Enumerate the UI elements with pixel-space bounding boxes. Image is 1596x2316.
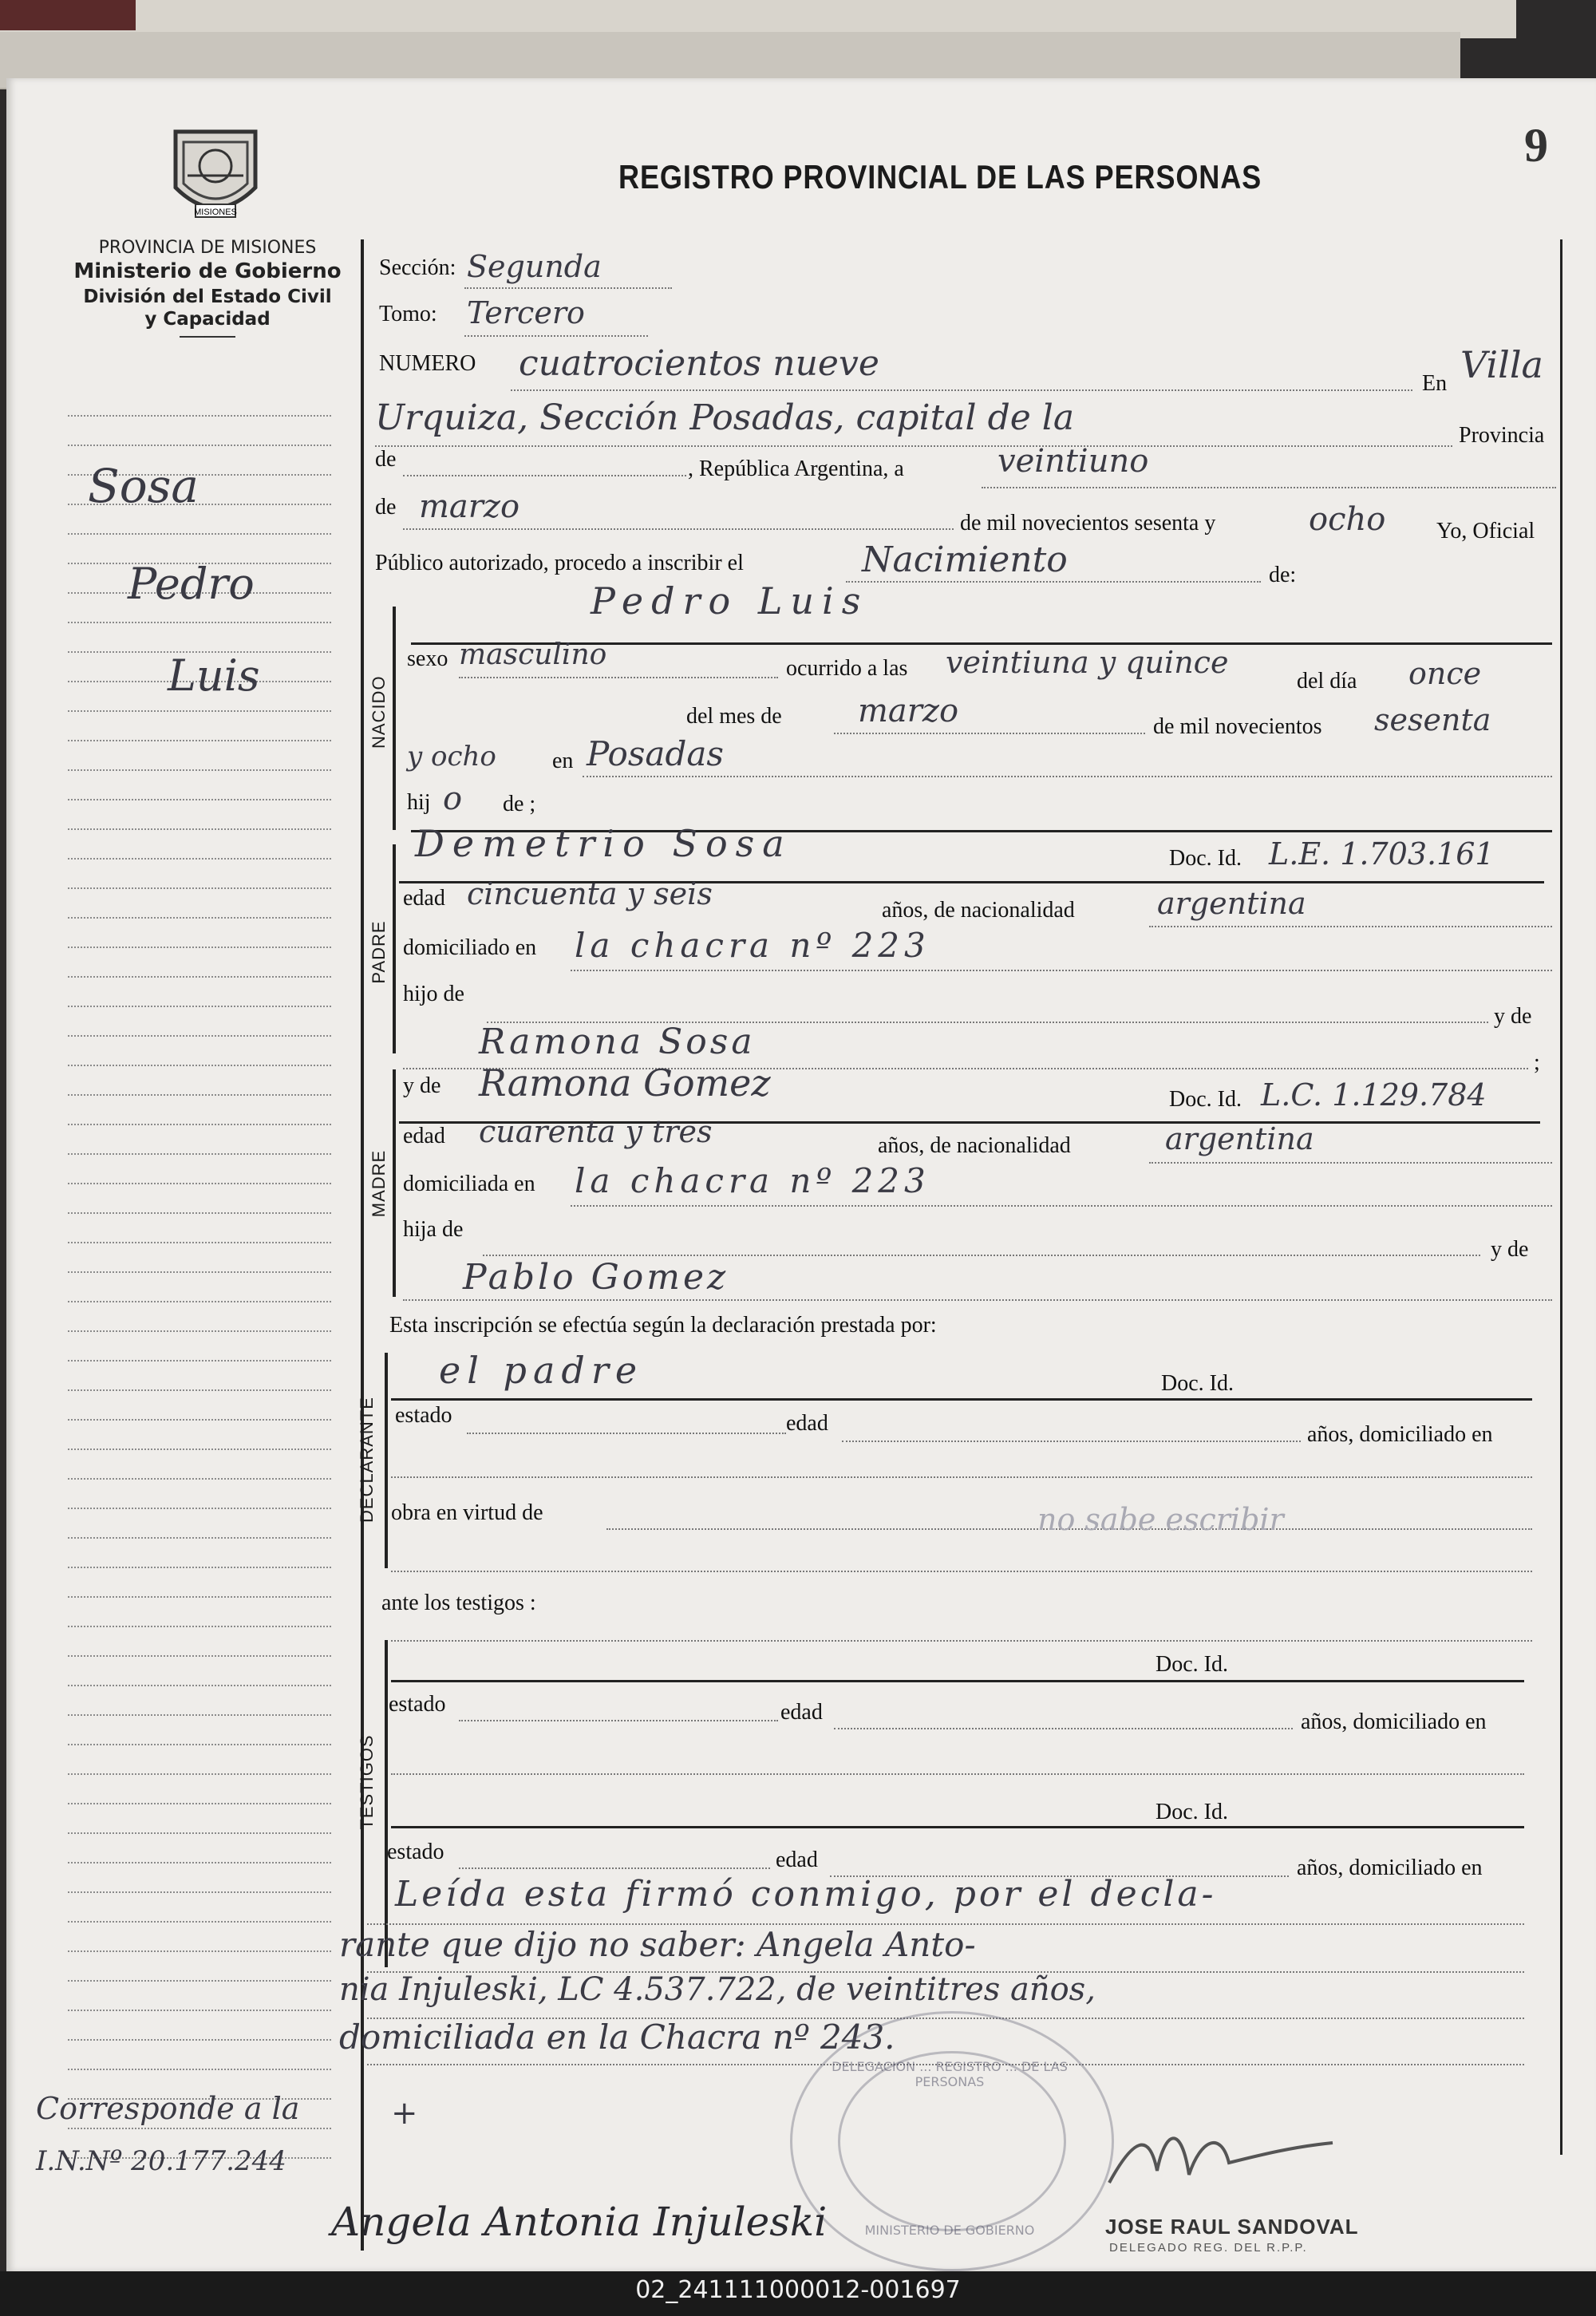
margin-rule: [68, 1508, 331, 1509]
value-anio-nac: sesenta: [1374, 702, 1491, 737]
margin-rule: [68, 1714, 331, 1716]
label-declarante: DECLARANTE: [357, 1397, 377, 1523]
line-madre-dom: [571, 1205, 1552, 1207]
label-madre-doc: Doc. Id.: [1169, 1087, 1242, 1112]
value-dia: once: [1408, 656, 1482, 691]
value-place-line: Urquiza, Sección Posadas, capital de la: [375, 397, 1075, 438]
line-declarante-estado: [467, 1433, 786, 1434]
line-acto: [846, 581, 1261, 583]
official-title: DELEGADO REG. DEL R.P.P.: [1109, 2241, 1308, 2255]
issuing-authority: [64, 238, 351, 338]
margin-rule: [68, 1862, 331, 1863]
testigos-bracket: [385, 1640, 388, 1967]
value-obra: no sabe escribir: [1037, 1502, 1284, 1537]
margin-rule: [68, 1921, 331, 1923]
label-ante-testigos: ante los testigos :: [381, 1591, 536, 1615]
official-signature-icon: [1101, 2107, 1341, 2203]
margin-rule: [68, 1537, 331, 1539]
header-rule: [180, 336, 235, 338]
margin-rule: [68, 710, 331, 712]
label-republica: , República Argentina, a: [688, 456, 904, 481]
margin-rule: [68, 2039, 331, 2041]
value-mes-nac: marzo: [858, 693, 959, 729]
footer-image-id: 02_241111000012-001697: [635, 2276, 961, 2304]
label-testigo1-estado: estado: [389, 1692, 446, 1717]
value-hora: veintiuna y quince: [946, 645, 1229, 680]
label-ocurrido: ocurrido a las: [786, 656, 908, 681]
value-anio-nac2: y ocho: [407, 741, 496, 773]
value-mes: marzo: [419, 488, 520, 525]
value-madre-nombre: Ramona Gomez: [479, 1061, 771, 1105]
stamp-ring-text: DELEGACION ... REGISTRO ... DE LAS PERSONAS: [832, 2059, 1068, 2089]
margin-rule: [68, 1183, 331, 1184]
line-declarante-edad: [842, 1441, 1301, 1442]
label-en: En: [1422, 371, 1448, 396]
margin-rule: [68, 1803, 331, 1804]
value-lugar: Posadas: [587, 734, 724, 773]
svg-text:MISIONES: MISIONES: [194, 207, 237, 217]
label-esta-inscripcion: Esta inscripción se efectúa según la declaración prestada por:: [389, 1313, 937, 1338]
line-madre-hija-de: [483, 1255, 1480, 1256]
rule-testigo1-top: [391, 1680, 1524, 1682]
line-de-1: [403, 475, 686, 476]
margin-rule: [68, 1094, 331, 1096]
label-madre: MADRE: [369, 1149, 389, 1218]
label-padre-y-de: y de: [1494, 1004, 1532, 1029]
value-fecha-dia: veintiuno: [998, 443, 1149, 480]
margin-rule: [68, 2128, 331, 2129]
line-tomo: [464, 335, 648, 337]
margin-rule: [68, 1773, 331, 1775]
line-testigo1-edad: [834, 1728, 1293, 1729]
label-padre-edad: edad: [403, 886, 445, 911]
label-de-semicolon: de ;: [503, 792, 536, 816]
label-tomo: Tomo:: [379, 302, 437, 326]
declarante-bracket: [385, 1353, 388, 1568]
value-anio: ocho: [1309, 501, 1386, 538]
margin-rule: [68, 1950, 331, 1952]
value-padre-edad: cincuenta y seis: [467, 876, 713, 911]
value-seccion: Segunda: [467, 249, 602, 284]
label-hij: hij: [407, 790, 431, 815]
nacido-bracket: [393, 607, 396, 830]
line-testigo2-estado: [459, 1867, 770, 1869]
label-seccion: Sección:: [379, 255, 456, 280]
margin-rule: [68, 1301, 331, 1302]
margin-surname: Sosa: [88, 459, 199, 513]
label-padre-nac: años, de nacionalidad: [882, 898, 1075, 923]
margin-name-1: Pedro: [128, 559, 255, 609]
value-nombre: Pedro Luis: [591, 579, 869, 622]
label-testigo1-edad: edad: [780, 1700, 823, 1725]
label-publico: Público autorizado, procedo a inscribir el: [375, 551, 744, 575]
document-title: REGISTRO PROVINCIAL DE LAS PERSONAS: [618, 158, 1262, 196]
margin-rule: [68, 740, 331, 741]
margin-rule: [68, 622, 331, 623]
margin-rule: [68, 2010, 331, 2011]
observation-line-1: Leída esta firmó conmigo, por el decla-: [395, 1874, 1217, 1915]
label-testigo2-edad: edad: [776, 1848, 818, 1872]
label-madre-dom: domiciliada en: [403, 1172, 535, 1196]
margin-rule: [68, 1655, 331, 1657]
line-declarante-dom: [391, 1476, 1532, 1478]
value-madre-nac: argentina: [1165, 1121, 1314, 1156]
province-emblem-icon: [160, 120, 271, 231]
margin-rule: [68, 1891, 331, 1893]
margin-rule: [68, 858, 331, 860]
value-sexo: masculino: [459, 638, 607, 671]
margin-rule: [68, 1626, 331, 1627]
observation-line-4: domiciliada en la Chacra nº 243.: [339, 2018, 895, 2057]
margin-rule: [68, 1389, 331, 1391]
margin-rule: [68, 533, 331, 535]
line-fecha-dia: [982, 487, 1556, 488]
label-de-mil2: de mil novecientos: [1153, 714, 1322, 739]
label-sexo: sexo: [407, 646, 448, 671]
margin-rule: [68, 769, 331, 771]
margin-rule: [68, 1153, 331, 1155]
header-capacity: y Capacidad: [144, 309, 271, 330]
value-madre-padre: Pablo Gomez: [463, 1257, 729, 1298]
label-del-mes: del mes de: [686, 704, 782, 729]
label-madre-y-de: y de: [403, 1073, 441, 1098]
line-obra-2: [391, 1571, 1532, 1572]
margin-rule: [68, 1419, 331, 1421]
line-mes-nac: [834, 733, 1145, 734]
line-numero: [511, 389, 1412, 391]
margin-rule: [68, 1330, 331, 1332]
label-madre-nac: años, de nacionalidad: [878, 1133, 1071, 1158]
observation-line-2: rante que dijo no saber: Angela Anto-: [339, 1925, 976, 1964]
label-testigo1-doc: Doc. Id.: [1156, 1652, 1228, 1677]
label-obra: obra en virtud de: [391, 1500, 543, 1525]
margin-rule: [68, 1212, 331, 1214]
margin-corresponde-1: Corresponde a la: [36, 2091, 300, 2126]
madre-bracket: [393, 1069, 396, 1297]
value-madre-edad: cuarenta y tres: [479, 1114, 713, 1149]
header-ministry: Ministerio de Gobierno: [73, 259, 342, 283]
margin-rule: [68, 1006, 331, 1007]
label-numero: NUMERO: [379, 351, 476, 376]
label-padre-dom: domiciliado en: [403, 935, 537, 960]
value-madre-doc: L.C. 1.129.784: [1261, 1077, 1487, 1113]
value-padre-dom: la chacra nº 223: [575, 926, 930, 965]
line-madre-nac: [1149, 1162, 1552, 1164]
label-madre-y-de2: y de: [1491, 1237, 1529, 1262]
label-provincia: Provincia: [1459, 423, 1545, 448]
value-acto: Nacimiento: [862, 539, 1068, 580]
value-numero: cuatrocientos nueve: [519, 343, 879, 384]
label-testigo2-anos: años, domiciliado en: [1297, 1856, 1483, 1880]
value-padre-nombre: Demetrio Sosa: [415, 822, 792, 865]
value-padre-nac: argentina: [1157, 886, 1306, 921]
margin-rule: [68, 828, 331, 830]
line-place: [375, 445, 1452, 447]
line-seccion: [464, 287, 672, 289]
margin-rule: [68, 976, 331, 978]
label-del-dia: del día: [1297, 669, 1357, 694]
stamp-bottom-text: MINISTERIO DE GOBIERNO: [864, 2223, 1035, 2238]
label-testigos: TESTIGOS: [357, 1734, 377, 1830]
margin-rule: [68, 947, 331, 948]
value-hij: o: [443, 781, 463, 817]
label-testigo2-estado: estado: [387, 1840, 444, 1864]
margin-rule: [68, 1242, 331, 1243]
declarant-signature: Angela Antonia Injuleski: [331, 2199, 828, 2245]
line-sexo: [459, 677, 778, 678]
padre-bracket: [393, 844, 396, 1053]
margin-rule: [68, 799, 331, 800]
main-border-right: [1560, 239, 1562, 2155]
margin-rule: [68, 1360, 331, 1362]
page-number: 9: [1524, 119, 1548, 172]
line-testigo1-dom: [391, 1773, 1524, 1775]
label-declarante-anos: años, domiciliado en: [1307, 1422, 1493, 1447]
label-padre-doc: Doc. Id.: [1169, 846, 1242, 871]
label-de-2: de: [375, 495, 397, 520]
margin-rule: [68, 1271, 331, 1273]
label-testigo2-doc: Doc. Id.: [1156, 1800, 1228, 1824]
rule-declarante-top: [391, 1398, 1532, 1401]
margin-rule: [68, 1596, 331, 1598]
margin-rule: [68, 1685, 331, 1686]
label-madre-edad: edad: [403, 1124, 445, 1148]
margin-rule: [68, 887, 331, 889]
label-yo-oficial: Yo, Oficial: [1436, 519, 1535, 543]
margin-rule: [68, 445, 331, 446]
label-declarante-estado: estado: [395, 1403, 452, 1428]
line-testigo1-name: [391, 1640, 1532, 1642]
margin-rule: [68, 1832, 331, 1834]
value-padre-madre: Ramona Sosa: [479, 1022, 756, 1062]
margin-name-2: Luis: [168, 650, 260, 701]
value-padre-doc: L.E. 1.703.161: [1269, 836, 1495, 871]
label-madre-hija-de: hija de: [403, 1217, 464, 1242]
margin-rule: [68, 1035, 331, 1037]
plus-mark: +: [391, 2095, 418, 2132]
label-nacido: NACIDO: [369, 675, 389, 749]
label-semicolon: ;: [1534, 1050, 1540, 1075]
margin-rule: [68, 1448, 331, 1450]
line-testigo1-estado: [459, 1720, 778, 1721]
label-de-mil: de mil novecientos sesenta y: [960, 511, 1216, 536]
book-cover-tab: [0, 0, 136, 30]
label-declarante-doc: Doc. Id.: [1161, 1371, 1234, 1396]
margin-rule: [68, 1478, 331, 1480]
margin-rule: [68, 917, 331, 919]
line-madre-padre: [403, 1299, 1552, 1301]
margin-rule: [68, 2069, 331, 2070]
value-declarante: el padre: [439, 1349, 644, 1392]
value-en-place: Villa: [1460, 343, 1543, 386]
label-declarante-edad: edad: [786, 1411, 828, 1436]
line-lugar: [583, 776, 1552, 777]
value-madre-dom: la chacra nº 223: [575, 1161, 930, 1200]
rule-testigo2-top: [391, 1826, 1524, 1828]
header-province: PROVINCIA DE MISIONES: [98, 238, 317, 258]
official-name: JOSE RAUL SANDOVAL: [1105, 2215, 1359, 2239]
margin-corresponde-2: I.N.Nº 20.177.244: [36, 2145, 286, 2177]
value-tomo: Tercero: [467, 295, 585, 330]
margin-rule: [68, 1065, 331, 1066]
header-division: División del Estado Civil: [83, 287, 332, 307]
label-de-colon: de:: [1269, 563, 1297, 587]
margin-rule: [68, 1124, 331, 1125]
margin-rule: [68, 1567, 331, 1568]
label-en2: en: [552, 749, 574, 773]
margin-rule: [68, 1744, 331, 1745]
margin-rule: [68, 415, 331, 417]
margin-rule: [68, 1980, 331, 1982]
label-testigo1-anos: años, domiciliado en: [1301, 1709, 1487, 1734]
line-padre-dom: [571, 970, 1552, 971]
line-padre-nac: [1149, 926, 1552, 927]
label-padre: PADRE: [369, 920, 389, 984]
label-padre-hijo-de: hijo de: [403, 982, 464, 1006]
observation-line-3: nia Injuleski, LC 4.537.722, de veintitres años,: [339, 1971, 1096, 2008]
label-de-1: de: [375, 447, 397, 472]
line-mes: [403, 528, 954, 530]
